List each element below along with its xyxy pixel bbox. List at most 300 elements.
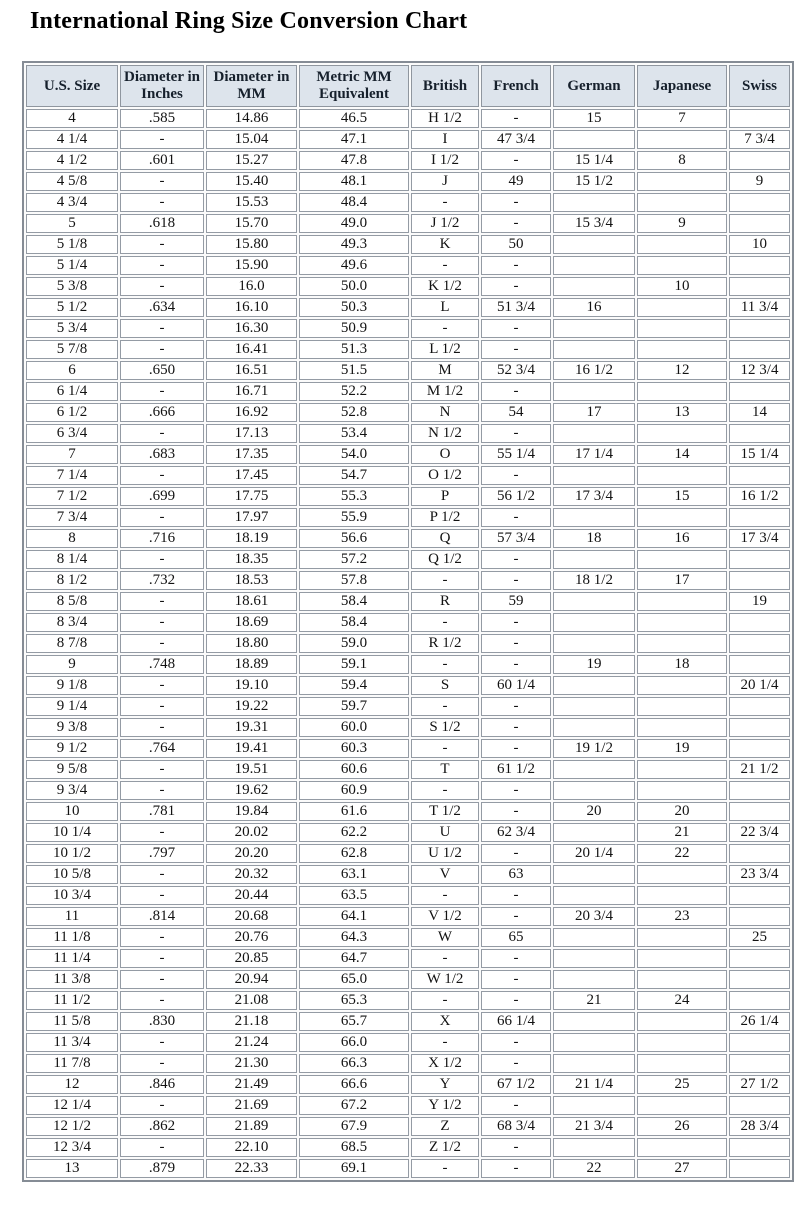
table-row [26, 256, 790, 275]
table-cell: 17.45 [206, 466, 297, 485]
table-cell [553, 256, 635, 275]
table-cell: 5 1/2 [26, 298, 118, 317]
table-cell: 16.0 [206, 277, 297, 296]
table-cell: 15 1/4 [553, 151, 635, 170]
table-cell [637, 424, 727, 443]
table-cell: 19 [553, 655, 635, 674]
table-cell: .797 [120, 844, 204, 863]
table-cell: 9 5/8 [26, 760, 118, 779]
table-cell: - [481, 1033, 551, 1052]
table-cell: 23 [637, 907, 727, 926]
table-cell: T [411, 760, 479, 779]
table-cell: 15.70 [206, 214, 297, 233]
table-cell: 49 [481, 172, 551, 191]
table-cell: .764 [120, 739, 204, 758]
table-cell: 18.53 [206, 571, 297, 590]
table-cell [637, 193, 727, 212]
table-cell: 15 [637, 487, 727, 506]
table-cell: 26 [637, 1117, 727, 1136]
table-cell: S [411, 676, 479, 695]
table-cell: 52 3/4 [481, 361, 551, 380]
table-cell: 12 [26, 1075, 118, 1094]
table-cell: - [120, 781, 204, 800]
table-cell: - [120, 1138, 204, 1157]
table-cell: - [411, 1159, 479, 1178]
table-cell: - [120, 991, 204, 1010]
table-cell [729, 214, 790, 233]
table-cell: N [411, 403, 479, 422]
table-cell: 65.0 [299, 970, 409, 989]
table-cell: T 1/2 [411, 802, 479, 821]
table-cell [553, 760, 635, 779]
table-cell: 20 3/4 [553, 907, 635, 926]
table-cell: - [481, 718, 551, 737]
table-cell: .781 [120, 802, 204, 821]
table-cell: R [411, 592, 479, 611]
table-cell [637, 592, 727, 611]
table-cell: - [481, 844, 551, 863]
table-cell: 59.7 [299, 697, 409, 716]
table-row [26, 109, 790, 128]
table-cell [553, 508, 635, 527]
table-cell: - [411, 256, 479, 275]
table-cell: 12 3/4 [26, 1138, 118, 1157]
table-cell [553, 613, 635, 632]
table-row [26, 382, 790, 401]
table-cell [637, 508, 727, 527]
table-cell [553, 424, 635, 443]
table-cell: 18.61 [206, 592, 297, 611]
table-cell: 11 1/8 [26, 928, 118, 947]
table-cell: 9 [26, 655, 118, 674]
table-cell: 48.4 [299, 193, 409, 212]
table-cell: 19 [637, 739, 727, 758]
column-header-u-s-size: U.S. Size [26, 65, 118, 107]
table-cell: 18.19 [206, 529, 297, 548]
table-cell: Q [411, 529, 479, 548]
table-cell: 7 3/4 [729, 130, 790, 149]
table-row [26, 172, 790, 191]
table-cell: 20 [553, 802, 635, 821]
table-cell [729, 697, 790, 716]
table-cell: 65 [481, 928, 551, 947]
table-cell: 59.0 [299, 634, 409, 653]
table-cell: 63.5 [299, 886, 409, 905]
table-cell: 63 [481, 865, 551, 884]
table-cell [637, 319, 727, 338]
table-cell: 19.22 [206, 697, 297, 716]
table-cell: - [120, 277, 204, 296]
table-cell [637, 676, 727, 695]
table-cell: 21.69 [206, 1096, 297, 1115]
table-cell: O [411, 445, 479, 464]
table-cell: L [411, 298, 479, 317]
table-cell [553, 1138, 635, 1157]
table-cell: 19 1/2 [553, 739, 635, 758]
table-cell: 9 3/8 [26, 718, 118, 737]
table-cell: - [411, 1033, 479, 1052]
table-cell: 21.49 [206, 1075, 297, 1094]
table-cell: 60.6 [299, 760, 409, 779]
table-cell: 17 1/4 [553, 445, 635, 464]
table-cell: V 1/2 [411, 907, 479, 926]
table-cell: - [481, 466, 551, 485]
ring-size-conversion-table [22, 61, 794, 1182]
table-row [26, 991, 790, 1010]
table-cell: 20 [637, 802, 727, 821]
table-cell [553, 865, 635, 884]
table-cell: - [411, 571, 479, 590]
table-cell: 67.2 [299, 1096, 409, 1115]
table-cell [553, 235, 635, 254]
table-cell: I 1/2 [411, 151, 479, 170]
table-cell: O 1/2 [411, 466, 479, 485]
table-cell: 18.80 [206, 634, 297, 653]
table-cell: 9 [637, 214, 727, 233]
column-header-metric-mm-equivalent: Metric MM Equivalent [299, 65, 409, 107]
table-cell: - [411, 991, 479, 1010]
table-cell [637, 256, 727, 275]
table-cell [553, 781, 635, 800]
table-cell: 16.10 [206, 298, 297, 317]
table-cell: 5 3/8 [26, 277, 118, 296]
table-cell: 8 1/2 [26, 571, 118, 590]
table-cell [553, 718, 635, 737]
table-cell: - [411, 739, 479, 758]
table-cell: - [481, 1138, 551, 1157]
table-cell: 11 [26, 907, 118, 926]
table-cell: - [481, 1054, 551, 1073]
table-cell: 16.71 [206, 382, 297, 401]
table-cell: 21.18 [206, 1012, 297, 1031]
table-cell: - [411, 697, 479, 716]
table-cell: 58.4 [299, 592, 409, 611]
table-cell: - [120, 1096, 204, 1115]
table-cell: 62.2 [299, 823, 409, 842]
table-cell: 67.9 [299, 1117, 409, 1136]
table-cell: - [481, 256, 551, 275]
table-cell: 16.92 [206, 403, 297, 422]
table-cell [553, 823, 635, 842]
table-cell: - [120, 382, 204, 401]
table-cell: 20.94 [206, 970, 297, 989]
table-cell: - [481, 739, 551, 758]
table-cell: - [120, 424, 204, 443]
table-cell: 59.4 [299, 676, 409, 695]
table-cell: - [481, 970, 551, 989]
table-row [26, 361, 790, 380]
table-cell: 21 1/4 [553, 1075, 635, 1094]
table-cell: 50 [481, 235, 551, 254]
table-cell: 13 [26, 1159, 118, 1178]
table-cell: 14 [637, 445, 727, 464]
table-cell [637, 235, 727, 254]
table-cell [729, 256, 790, 275]
table-cell: 7 3/4 [26, 508, 118, 527]
table-cell: J 1/2 [411, 214, 479, 233]
table-cell: 69.1 [299, 1159, 409, 1178]
table-cell: .846 [120, 1075, 204, 1094]
table-cell: - [481, 151, 551, 170]
table-cell [729, 1033, 790, 1052]
table-cell: 54.0 [299, 445, 409, 464]
table-cell: 19.51 [206, 760, 297, 779]
table-cell [553, 382, 635, 401]
table-row [26, 739, 790, 758]
table-cell: 14.86 [206, 109, 297, 128]
table-cell [729, 508, 790, 527]
table-cell [553, 193, 635, 212]
table-cell: .585 [120, 109, 204, 128]
table-cell: 48.1 [299, 172, 409, 191]
table-cell: .634 [120, 298, 204, 317]
table-cell: .618 [120, 214, 204, 233]
table-cell: - [120, 718, 204, 737]
table-cell: - [120, 235, 204, 254]
table-cell: 60.9 [299, 781, 409, 800]
table-cell: 16 1/2 [729, 487, 790, 506]
table-cell [637, 172, 727, 191]
table-row [26, 403, 790, 422]
table-cell [729, 109, 790, 128]
table-cell: 9 3/4 [26, 781, 118, 800]
table-cell: 11 3/4 [26, 1033, 118, 1052]
table-cell [553, 550, 635, 569]
column-header-german: German [553, 65, 635, 107]
table-cell: 59.1 [299, 655, 409, 674]
table-cell: - [481, 424, 551, 443]
table-row [26, 697, 790, 716]
table-cell: - [120, 550, 204, 569]
table-cell: 10 5/8 [26, 865, 118, 884]
table-cell: P [411, 487, 479, 506]
table-cell: 8 7/8 [26, 634, 118, 653]
table-cell: 4 [26, 109, 118, 128]
table-cell: 58.4 [299, 613, 409, 632]
column-header-diameter-in-inches: Diameter in Inches [120, 65, 204, 107]
table-row [26, 508, 790, 527]
table-cell: 21.24 [206, 1033, 297, 1052]
table-header-row [26, 65, 790, 107]
table-row [26, 592, 790, 611]
table-cell: 55.3 [299, 487, 409, 506]
table-row [26, 676, 790, 695]
table-cell: - [481, 571, 551, 590]
table-cell: 49.6 [299, 256, 409, 275]
table-cell: .601 [120, 151, 204, 170]
table-row [26, 970, 790, 989]
table-cell [637, 634, 727, 653]
table-cell: 8 5/8 [26, 592, 118, 611]
table-cell: 51 3/4 [481, 298, 551, 317]
table-cell: 60 1/4 [481, 676, 551, 695]
table-row [26, 949, 790, 968]
table-cell: - [120, 613, 204, 632]
table-row [26, 928, 790, 947]
table-cell: 10 1/4 [26, 823, 118, 842]
table-cell [553, 130, 635, 149]
table-cell: 66.0 [299, 1033, 409, 1052]
table-cell: - [481, 655, 551, 674]
table-cell [553, 277, 635, 296]
table-cell: 20.32 [206, 865, 297, 884]
table-cell: 16.41 [206, 340, 297, 359]
table-cell: W [411, 928, 479, 947]
table-cell: 21 3/4 [553, 1117, 635, 1136]
table-cell: 11 3/8 [26, 970, 118, 989]
table-cell: 11 3/4 [729, 298, 790, 317]
table-cell: 17.75 [206, 487, 297, 506]
table-cell: 56.6 [299, 529, 409, 548]
table-cell: 9 1/4 [26, 697, 118, 716]
table-cell: 55 1/4 [481, 445, 551, 464]
table-cell [637, 466, 727, 485]
table-cell: 17.13 [206, 424, 297, 443]
table-cell: V [411, 865, 479, 884]
table-cell: 25 [637, 1075, 727, 1094]
table-cell [637, 928, 727, 947]
table-cell: 20.20 [206, 844, 297, 863]
table-cell: - [120, 865, 204, 884]
table-row [26, 823, 790, 842]
table-cell: 20.85 [206, 949, 297, 968]
table-cell [553, 1012, 635, 1031]
table-cell: 50.0 [299, 277, 409, 296]
table-cell: 12 3/4 [729, 361, 790, 380]
table-cell [553, 1054, 635, 1073]
table-row [26, 319, 790, 338]
table-cell [729, 718, 790, 737]
table-row [26, 445, 790, 464]
table-cell [637, 550, 727, 569]
table-cell: 63.1 [299, 865, 409, 884]
table-cell: 28 3/4 [729, 1117, 790, 1136]
table-cell: .862 [120, 1117, 204, 1136]
table-cell: 61 1/2 [481, 760, 551, 779]
table-cell: 8 [637, 151, 727, 170]
table-row [26, 760, 790, 779]
table-row [26, 613, 790, 632]
table-row [26, 130, 790, 149]
table-cell: - [481, 193, 551, 212]
table-cell [637, 382, 727, 401]
table-cell: 18.35 [206, 550, 297, 569]
table-cell: 51.5 [299, 361, 409, 380]
table-cell: 25 [729, 928, 790, 947]
table-cell: - [120, 256, 204, 275]
table-cell [729, 907, 790, 926]
table-row [26, 340, 790, 359]
table-cell: 60.3 [299, 739, 409, 758]
table-cell [729, 613, 790, 632]
table-cell: 19 [729, 592, 790, 611]
table-cell [553, 970, 635, 989]
table-cell: 17 [553, 403, 635, 422]
table-cell: - [481, 277, 551, 296]
table-cell: 66 1/4 [481, 1012, 551, 1031]
table-cell: M [411, 361, 479, 380]
table-cell: Z 1/2 [411, 1138, 479, 1157]
table-cell: - [120, 949, 204, 968]
table-cell: Y 1/2 [411, 1096, 479, 1115]
table-cell: 19.31 [206, 718, 297, 737]
table-cell [637, 760, 727, 779]
table-cell: - [481, 781, 551, 800]
table-row [26, 1159, 790, 1178]
table-cell: - [120, 886, 204, 905]
table-cell: 54 [481, 403, 551, 422]
table-cell: 27 1/2 [729, 1075, 790, 1094]
table-cell: 57.2 [299, 550, 409, 569]
table-cell: 67 1/2 [481, 1075, 551, 1094]
table-cell: 19.84 [206, 802, 297, 821]
table-cell: - [481, 109, 551, 128]
table-cell: .650 [120, 361, 204, 380]
table-cell: L 1/2 [411, 340, 479, 359]
table-cell: 21.08 [206, 991, 297, 1010]
table-cell: .732 [120, 571, 204, 590]
table-cell: 22 [637, 844, 727, 863]
table-cell: 21 [553, 991, 635, 1010]
table-cell: 64.1 [299, 907, 409, 926]
table-cell [637, 697, 727, 716]
table-row [26, 571, 790, 590]
table-cell [729, 277, 790, 296]
column-header-diameter-in-mm: Diameter in MM [206, 65, 297, 107]
table-cell: Y [411, 1075, 479, 1094]
table-cell: 52.8 [299, 403, 409, 422]
table-cell: 4 5/8 [26, 172, 118, 191]
table-cell: - [120, 676, 204, 695]
table-cell [553, 949, 635, 968]
table-row [26, 487, 790, 506]
table-cell: 66.3 [299, 1054, 409, 1073]
column-header-french: French [481, 65, 551, 107]
table-body [26, 109, 790, 1178]
table-cell [553, 676, 635, 695]
table-cell [637, 340, 727, 359]
table-cell: 19.10 [206, 676, 297, 695]
table-cell [729, 655, 790, 674]
table-cell: 20.44 [206, 886, 297, 905]
table-cell [729, 382, 790, 401]
table-cell: 62.8 [299, 844, 409, 863]
table-cell: 59 [481, 592, 551, 611]
table-cell: .748 [120, 655, 204, 674]
table-row [26, 277, 790, 296]
table-cell [729, 949, 790, 968]
table-cell: 17.35 [206, 445, 297, 464]
table-cell: 20.68 [206, 907, 297, 926]
table-cell: 68.5 [299, 1138, 409, 1157]
column-header-japanese: Japanese [637, 65, 727, 107]
table-cell [637, 970, 727, 989]
table-cell: 5 1/4 [26, 256, 118, 275]
table-cell: - [411, 193, 479, 212]
table-cell: 17 3/4 [729, 529, 790, 548]
table-cell: 12 [637, 361, 727, 380]
table-cell: 15.04 [206, 130, 297, 149]
table-cell [553, 886, 635, 905]
table-cell: 49.0 [299, 214, 409, 233]
table-cell: 15.27 [206, 151, 297, 170]
table-cell [729, 802, 790, 821]
table-cell [729, 844, 790, 863]
table-row [26, 550, 790, 569]
table-cell: 16.30 [206, 319, 297, 338]
table-cell: 50.9 [299, 319, 409, 338]
table-cell: 10 1/2 [26, 844, 118, 863]
